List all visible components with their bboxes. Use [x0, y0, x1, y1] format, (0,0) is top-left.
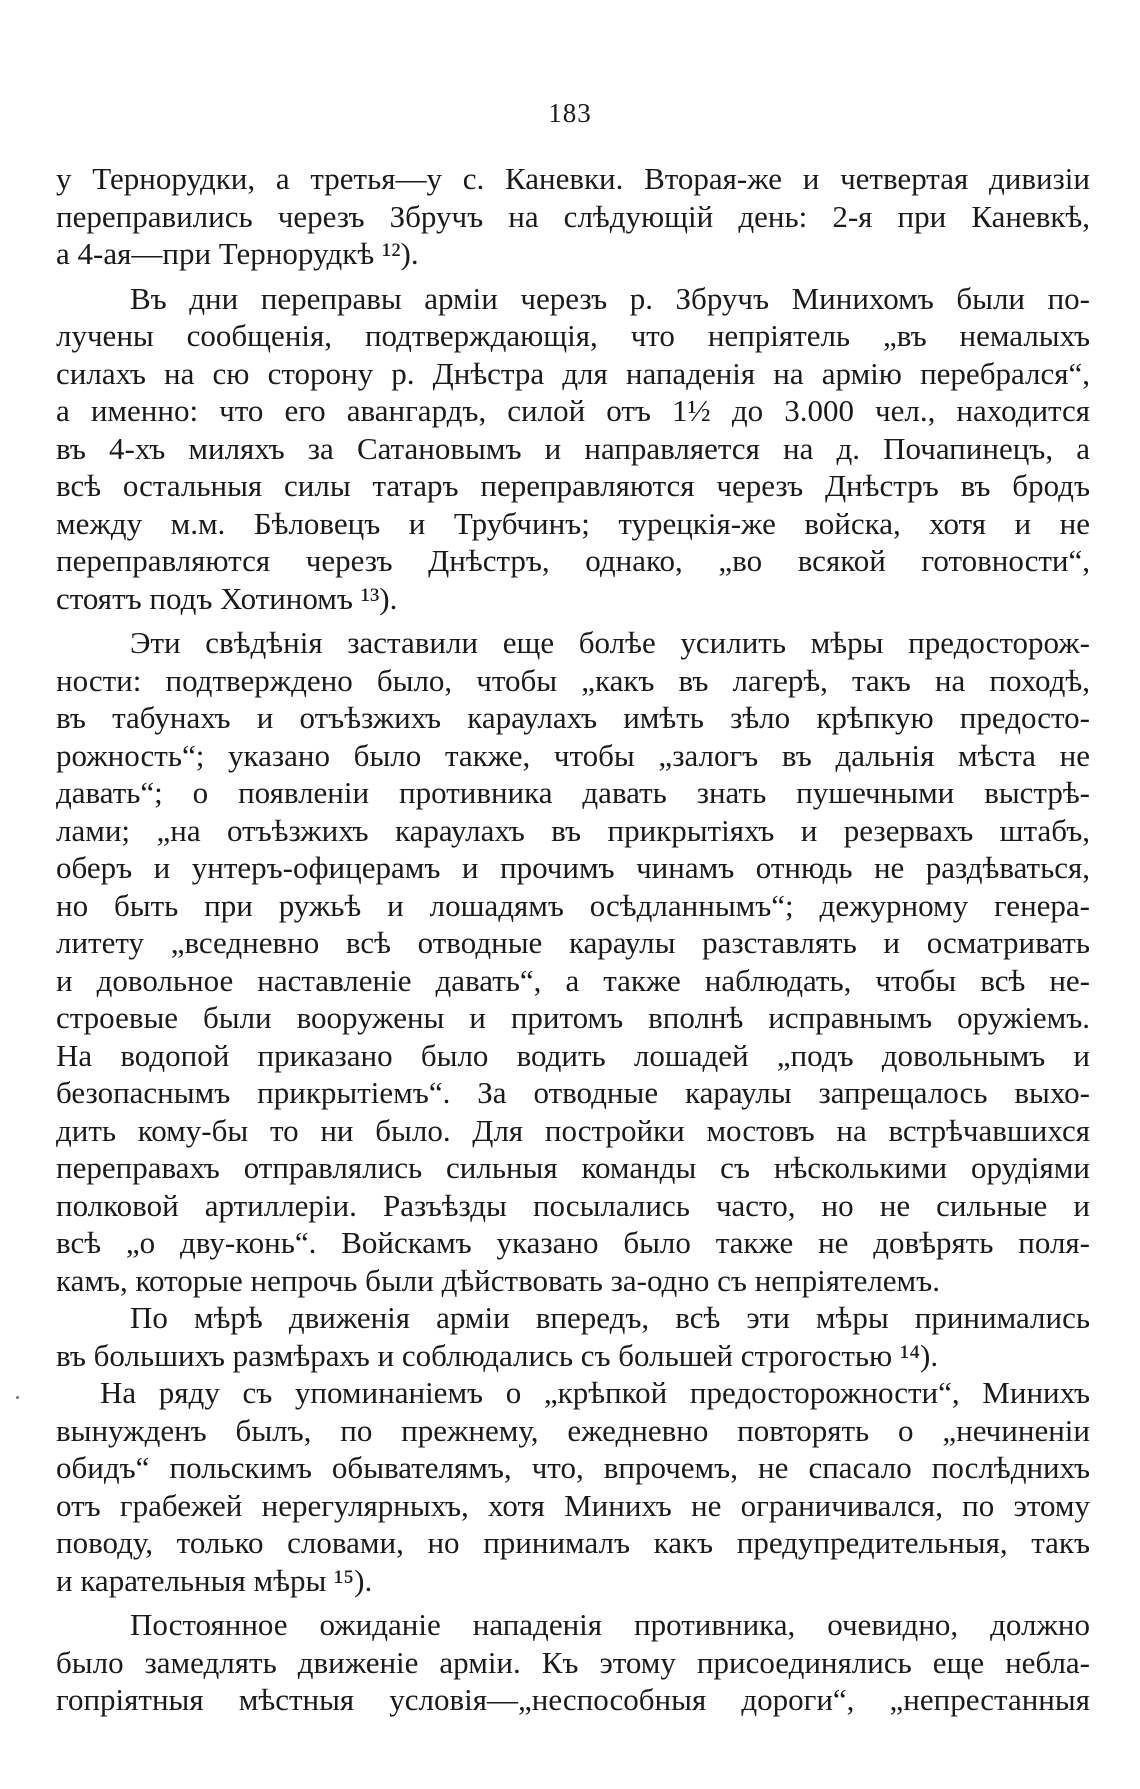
text-line: въ табунахъ и отъѣзжихъ караулахъ имѣть зѣло крѣпкую предосто- — [56, 700, 1090, 735]
text-line: но быть при ружьѣ и лошадямъ осѣдланнымъ“; дежурному генера- — [56, 887, 1090, 923]
body-text — [56, 160, 1090, 1719]
text-line: дить кому-бы то ни было. Для постройки мостовъ на встрѣчавшихся — [56, 1112, 1090, 1148]
paragraph-start-line: На ряду съ упоминаніемъ о „крѣпкой предосторожности“, Минихъ — [100, 1375, 1090, 1410]
paragraph-start-line: Въ дни переправы арміи черезъ р. Збручъ Минихомъ были по- — [130, 280, 1090, 316]
text-line: стоятъ подъ Хотиномъ ¹³). — [56, 580, 398, 616]
text-line: отъ грабежей нерегулярныхъ, хотя Минихъ не ограничивался, по этому — [56, 1487, 1090, 1523]
text-line: вынужденъ былъ, по прежнему, ежедневно повторять о „нечиненіи — [56, 1412, 1090, 1448]
text-line: литету „вседневно всѣ отводные караулы разставлять и осматривать — [56, 925, 1090, 960]
text-line: всѣ остальныя силы татаръ переправляются черезъ Днѣстръ въ бродъ — [56, 468, 1090, 503]
text-line: въ большихъ размѣрахъ и соблюдались съ большей строгостью ¹⁴). — [56, 1337, 939, 1373]
text-line: а именно: что его авангардъ, силой отъ 1½ до 3.000 чел., находится — [56, 393, 1090, 428]
text-line: между м.м. Бѣловецъ и Трубчинъ; турецкія-же войска, хотя и не — [56, 505, 1090, 541]
text-line: было замедлять движеніе арміи. Къ этому присоединялись еще небла- — [56, 1644, 1090, 1680]
text-line: поводу, только словами, но принималъ какъ предупредительныя, такъ — [56, 1525, 1090, 1560]
text-line: въ 4-хъ миляхъ за Сатановымъ и направляется на д. Почапинецъ, а — [56, 430, 1090, 466]
text-line: полковой артиллеріи. Разъѣзды посылались часто, но не сильные и — [56, 1187, 1090, 1223]
text-line: у Тернорудки, а третья—у с. Каневки. Вторая-же и четвертая дивизіи — [56, 161, 1090, 196]
text-line: ности: подтверждено было, чтобы „какъ въ лагерѣ, такъ на походѣ, — [56, 662, 1090, 698]
text-line: переправахъ отправлялись сильныя команды съ нѣсколькими орудіями — [56, 1150, 1090, 1185]
margin-dot — [16, 1396, 19, 1399]
paragraph-start-line: Постоянное ожиданіе нападенія противника, очевидно, должно — [130, 1607, 1090, 1642]
text-line: и довольное наставленіе давать“, а также наблюдать, чтобы всѣ не- — [56, 962, 1090, 998]
text-line: силахъ на сю сторону р. Днѣстра для нападенія на армію перебрался“, — [56, 355, 1090, 391]
paragraph-start-line: По мѣрѣ движенія арміи впередъ, всѣ эти мѣры принимались — [130, 1300, 1090, 1335]
text-line: На водопой приказано было водить лошадей „подъ довольнымъ и — [56, 1037, 1090, 1073]
text-line: и карательныя мѣры ¹⁵). — [56, 1562, 373, 1598]
text-line: а 4-ая—при Тернорудкѣ ¹²). — [56, 236, 419, 271]
text-line: переправились черезъ Збручъ на слѣдующій день: 2-я при Каневкѣ, — [56, 198, 1090, 234]
text-line: лами; „на отъѣзжихъ караулахъ въ прикрытіяхъ и резервахъ штабъ, — [56, 812, 1090, 848]
text-line: камъ, которые непрочь были дѣйствовать за-одно съ непріятелемъ. — [56, 1262, 940, 1298]
page-number: 183 — [548, 98, 592, 128]
text-line: обидъ“ польскимъ обывателямъ, что, впрочемъ, не спасало послѣднихъ — [56, 1450, 1090, 1485]
text-line: переправляются черезъ Днѣстръ, однако, „во всякой готовности“, — [56, 543, 1090, 578]
text-line: оберъ и унтеръ-офицерамъ и прочимъ чинамъ отнюдь не раздѣваться, — [56, 850, 1090, 885]
text-line: гопріятныя мѣстныя условія—„неспособныя дороги“, „непрестанныя — [56, 1682, 1090, 1717]
text-line: давать“; о появленіи противника давать знать пушечными выстрѣ- — [56, 775, 1090, 810]
paragraph-start-line: Эти свѣдѣнія заставили еще болѣе усилить мѣры предосторож- — [130, 625, 1090, 660]
text-line: рожность“; указано было также, чтобы „залогъ въ дальнія мѣста не — [56, 737, 1090, 773]
text-line: всѣ „о дву-конь“. Войскамъ указано было также не довѣрять поля- — [56, 1225, 1090, 1260]
text-line: строевые были вооружены и притомъ вполнѣ исправнымъ оружіемъ. — [56, 1000, 1090, 1035]
text-line: безопаснымъ прикрытіемъ“. За отводные караулы запрещалось выхо- — [56, 1075, 1090, 1110]
text-line: лучены сообщенія, подтверждающія, что непріятель „въ немалыхъ — [56, 318, 1090, 353]
